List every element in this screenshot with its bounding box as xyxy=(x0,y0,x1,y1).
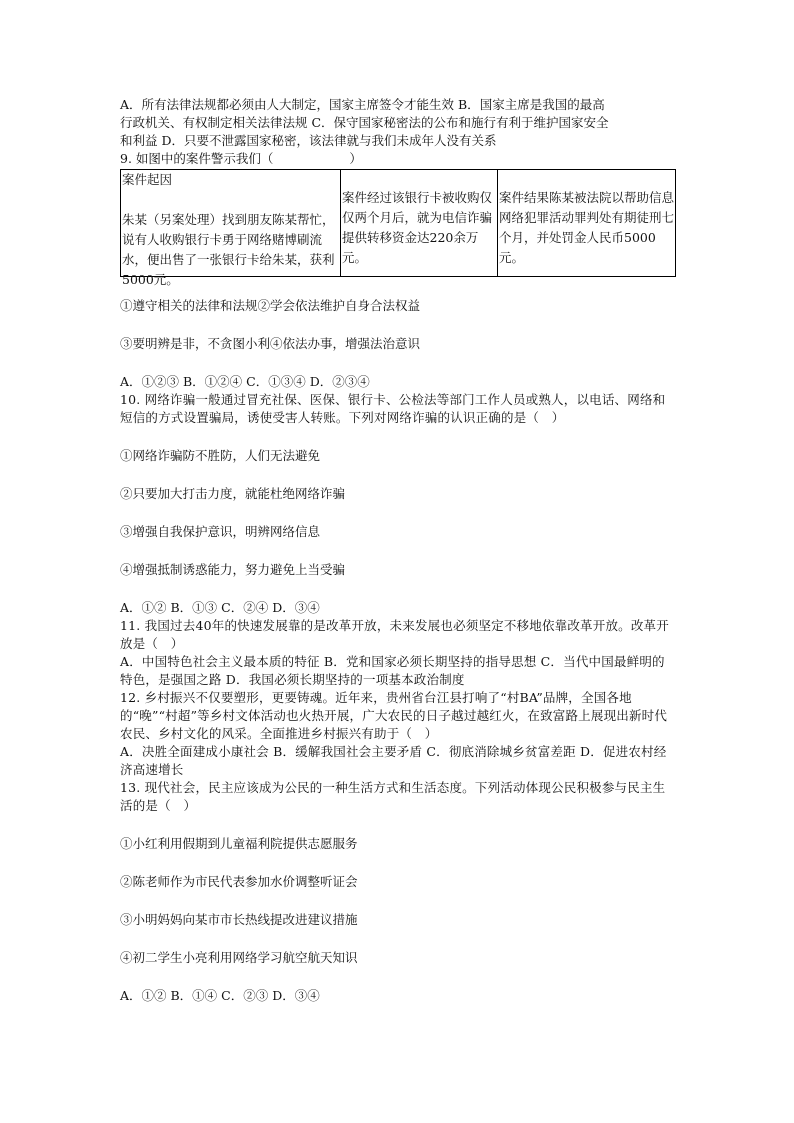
q9-options: A．①②③ B．①②④ C．①③④ D．②③④ xyxy=(120,374,370,389)
case-result-cell xyxy=(498,170,676,277)
q10-item-2: ②只要加大打击力度，就能杜绝网络诈骗 xyxy=(120,486,346,501)
q13-item-3: ③小明妈妈向某市市长热线提改进建议措施 xyxy=(120,912,358,927)
q10-options: A．①② B．①③ C．②④ D．③④ xyxy=(120,600,320,615)
q10-item-1: ①网络诈骗防不胜防，人们无法避免 xyxy=(120,448,321,463)
q10-stem: 10. 网络诈骗一般通过冒充社保、医保、银行卡、公检法等部门工作人员或熟人，以电话、网络和短信的方式设置骗局，诱使受害人转账。下列对网络诈骗的认识正确的是（ ） xyxy=(120,392,666,425)
q8-options-line-3: 和利益 D．只要不泄露国家秘密，该法律就与我们未成年人没有关系 xyxy=(120,133,497,148)
question-12 xyxy=(120,689,676,779)
case-process-cell xyxy=(341,170,498,277)
question-11 xyxy=(120,617,676,689)
q13-options: A．①② B．①④ C．②③ D．③④ xyxy=(120,988,320,1003)
q10-item-4: ④增强抵制诱惑能力，努力避免上当受骗 xyxy=(120,562,346,577)
q11-stem: 11. 我国过去40年的快速发展靠的是改革开放，未来发展也必须坚定不移地依靠改革开放。改革开放是（ ） xyxy=(120,618,669,651)
question-13 xyxy=(120,779,676,1005)
q13-item-2: ②陈老师作为市民代表参加水价调整听证会 xyxy=(120,874,358,889)
case-cause-cell xyxy=(121,170,341,287)
q11-options: A．中国特色社会主义最本质的特征 B．党和国家必须长期坚持的指导思想 C．当代中国最鲜明的特色，是强国之路 D．我国必须长期坚持的一项基本政治制度 xyxy=(120,654,665,687)
q9-stem-text: 9. 如图中的案件警示我们（ xyxy=(120,151,274,166)
q9-stem xyxy=(120,150,676,168)
q10-item-3: ③增强自我保护意识，明辨网络信息 xyxy=(120,524,321,539)
question-9 xyxy=(120,150,676,391)
q9-stem-close: ） xyxy=(349,151,362,166)
question-10 xyxy=(120,391,676,617)
q9-item-2: ③要明辨是非，不贪图小利④依法办事，增强法治意识 xyxy=(120,336,421,351)
q13-item-4: ④初二学生小亮利用网络学习航空航天知识 xyxy=(120,950,358,965)
case-cause-header: 案件起因 xyxy=(122,172,173,187)
q9-case-table xyxy=(120,169,676,287)
case-result-text: 案件结果陈某被法院以帮助信息网络犯罪活动罪判处有期徒刑七个月，并处罚金人民币5000元。 xyxy=(499,190,675,265)
exam-page xyxy=(120,96,676,1005)
q12-options: A．决胜全面建成小康社会 B．缓解我国社会主要矛盾 C．彻底消除城乡贫富差距 D．促进农村经济高速增长 xyxy=(120,744,667,777)
q8-options-line-1: A．所有法律法规都必须由人大制定，国家主席签令才能生效 B．国家主席是我国的最高 xyxy=(120,97,605,112)
q8-options xyxy=(120,96,676,150)
q8-options-line-2: 行政机关、有权制定相关法律法规 C．保守国家秘密法的公布和施行有利于维护国家安全 xyxy=(120,115,609,130)
q12-stem: 12. 乡村振兴不仅要塑形，更要铸魂。近年来，贵州省台江县打响了“村BA”品牌，全国各地的“晚”“村超”等乡村文体活动也火热开展，广大农民的日子越过越红火，在致富路上展现出新时代农民、乡村文化的风采。全面推进乡村振兴有助于（ ） xyxy=(120,690,668,741)
q13-stem: 13. 现代社会，民主应该成为公民的一种生活方式和生活态度。下列活动体现公民积极参与民主生活的是（ ） xyxy=(120,780,666,813)
q13-item-1: ①小红利用假期到儿童福利院提供志愿服务 xyxy=(120,836,358,851)
case-cause-text: 朱某（另案处理）找到朋友陈某帮忙，说有人收购银行卡勇于网络赌博刷流水，便出售了一张银行卡给朱某，获利5000元。 xyxy=(122,212,335,287)
case-process-text: 案件经过该银行卡被收购仅仅两个月后，就为电信诈骗提供转移资金达220余万元。 xyxy=(342,190,493,265)
q9-item-1: ①遵守相关的法律和法规②学会依法维护自身合法权益 xyxy=(120,298,421,313)
